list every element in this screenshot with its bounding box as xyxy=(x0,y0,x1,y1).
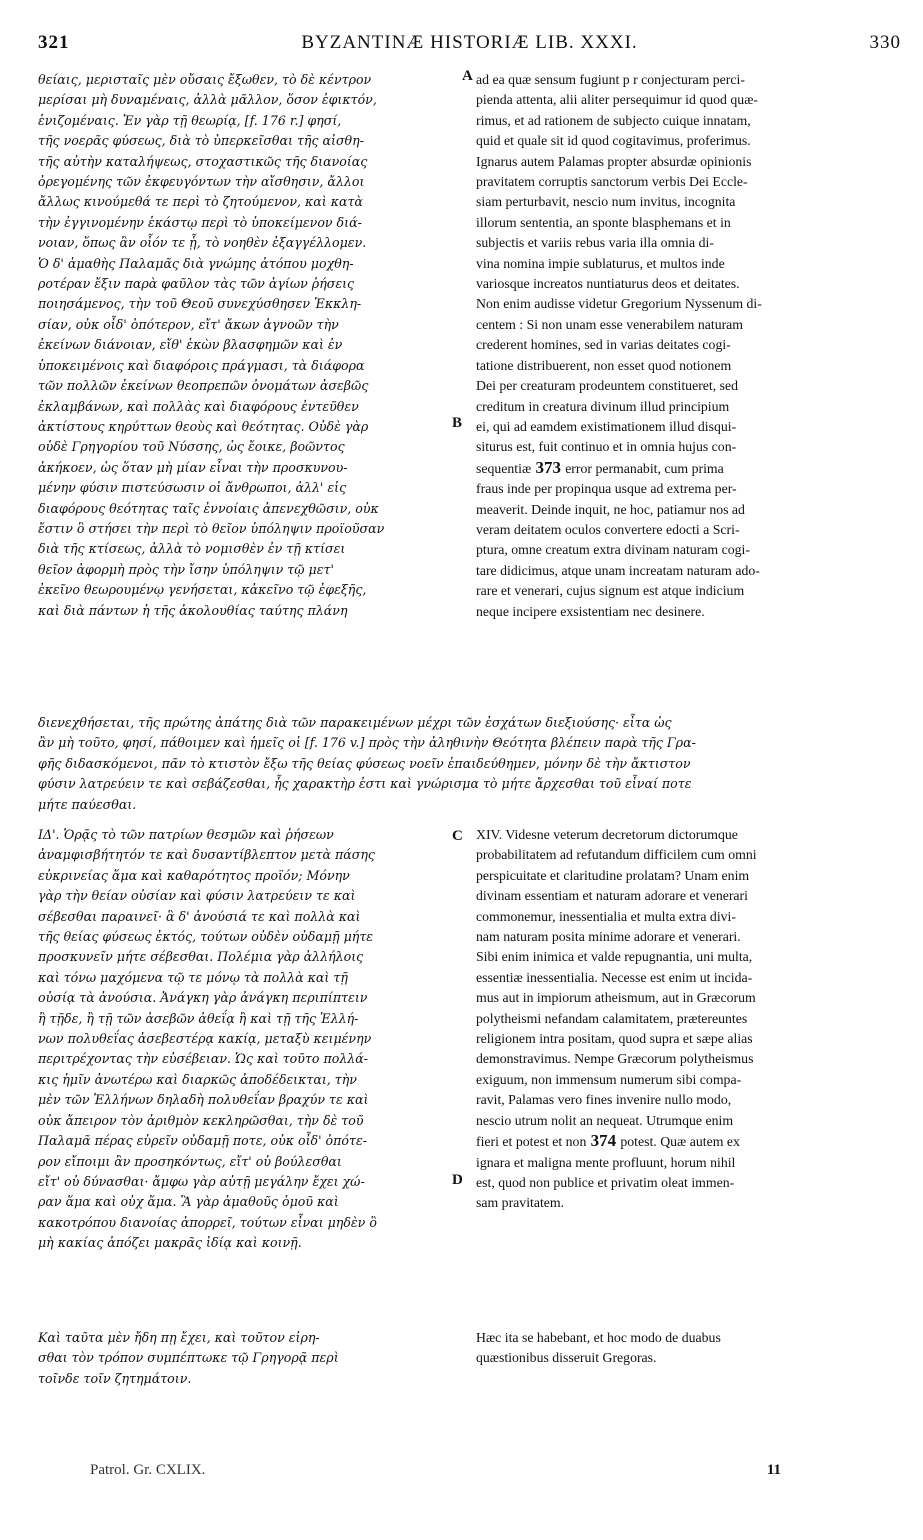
greek-column-section-14 xyxy=(38,825,456,1254)
latin-text-line: tatione distribuerent, non esset quod notionem xyxy=(476,357,732,373)
greek-full-line: φῆς διδασκόμενοι, πᾶν τὸ κτιστὸν ἔξω τῆς θείας φύσεως νοεῖν ἐπαιδεύθημεν, μόνην δὲ τὴν ἄκτιστον xyxy=(38,755,691,771)
margin-marker-d: D xyxy=(452,1172,463,1188)
greek-text-line: οὐδὲ Γρηγορίου τοῦ Νύσσης, ὡς ἔοικε, βοῶντος xyxy=(38,439,345,455)
latin-text-line: vina nomina impie sublaturus, et multos inde xyxy=(476,255,725,271)
latin-text-line: rare et venerari, cujus signum est atque indicium xyxy=(476,583,745,599)
latin-text-line: essentiæ inessentialia. Necesse est enim ut incida- xyxy=(476,969,753,985)
greek-text-line: ὑποκειμένοις καὶ διαφόροις πράγμασι, τὰ διάφορα xyxy=(38,357,365,373)
greek-text-line: γὰρ τὴν θείαν οὐσίαν καὶ φύσιν λατρεύειν τε καὶ xyxy=(38,888,356,904)
latin-text-line: siam perturbavit, nescio num invitus, incognita xyxy=(476,194,736,210)
greek-full-line: φύσιν λατρεύειν τε καὶ σεβάζεσθαι, ἧς χαρακτὴρ ἐστι καὶ γνώρισμα τὸ μήτε ἄρχεσθαι τοῦ εἶναί ποτε xyxy=(38,776,692,792)
latin-text-fragment: error permanabit, cum prima xyxy=(565,460,724,476)
latin-text-line: probabilitatem ad refutandum difficilem cum omni xyxy=(476,847,757,863)
greek-text-line: τοῖνδε τοῖν ζητημάτοιν. xyxy=(38,1370,192,1386)
greek-text-line: κακοτρόπου διανοίας ἀπορρεῖ, τούτων εἶναι μηδὲν ὃ xyxy=(38,1214,377,1230)
greek-text-line: μένην φύσιν πιστεύσωσιν οἱ ἄνθρωποι, ἀλλ' εἰς xyxy=(38,480,347,496)
footer-series: Patrol. Gr. CXLIX. xyxy=(90,1462,206,1478)
greek-full-line: ἂν μὴ τοῦτο, φησί, πάθοιμεν καὶ ἡμεῖς οἱ [f. 176 v.] πρὸς τὴν ἀληθινὴν Θεότητα βλέπειν παρὰ τῆς Γρα- xyxy=(38,735,696,751)
latin-text-line: centem : Si non unam esse venerabilem naturam xyxy=(476,316,744,332)
latin-text-line: pravitatem corruptis sanctorum verbis Dei Eccle- xyxy=(476,174,748,190)
greek-column-closing xyxy=(38,1328,456,1389)
greek-full-width-text xyxy=(38,713,901,815)
greek-text-line: ἐκλαμβάνων, καὶ πολλὰς καὶ διαφόρους ἐντεῦθεν xyxy=(38,398,359,414)
greek-text-line: καὶ τόνω μαχόμενα τῷ τε μόνῳ τὰ πολλὰ καὶ τῇ xyxy=(38,969,348,985)
latin-text-line xyxy=(476,458,906,479)
greek-text-line: σθαι τὸν τρόπον συμπέπτωκε τῷ Γρηγορᾷ περὶ xyxy=(38,1350,339,1366)
latin-text-line: divinam essentiam et naturam adorare et venerari xyxy=(476,888,748,904)
latin-text-line: ad ea quæ sensum fugiunt p r conjecturam perci- xyxy=(476,72,745,87)
greek-text-line: ἐκείνων διάνοιαν, εἴθ' ἑκὼν βλασφημῶν καὶ ἐν xyxy=(38,337,343,353)
latin-text-line: sam pravitatem. xyxy=(476,1195,565,1211)
greek-text-line: ἀκτίστους κηρύττων θεοὺς καὶ θεότητας. Οὐδὲ γὰρ xyxy=(38,418,369,434)
column-number-marker: 374 xyxy=(586,1131,621,1151)
latin-text-line: demonstravimus. Nempe Græcorum polytheismus xyxy=(476,1051,754,1067)
latin-text-line: Dei per creaturam prodeuntem constitueret, sed xyxy=(476,378,739,394)
margin-marker-c: C xyxy=(452,828,463,844)
greek-text-line: τῶν πολλῶν ἐκείνων θεοπρεπῶν ὀνομάτων ἀσεβῶς xyxy=(38,378,369,394)
latin-text-line: ptura, omne creatum extra divinam naturam cogi- xyxy=(476,542,750,558)
greek-text-line: ΙΔ'. Ὁρᾷς τὸ τῶν πατρίων θεσμῶν καὶ ῥήσεων xyxy=(38,827,334,842)
greek-text-line: μὴ κακίας ἀπόζει μακρᾶς ἰδίᾳ καὶ κοινῇ. xyxy=(38,1235,302,1251)
latin-text-line: neque incipere exsistentiam nec desinere. xyxy=(476,603,705,619)
latin-text-line: crederent homines, sed in varias deitates cogi- xyxy=(476,337,731,353)
latin-text-line: veram deitatem oculos convertere edocti a Scri- xyxy=(476,521,740,537)
greek-text-line: ἄλλως κινούμεθά τε περὶ τὸ ζητούμενον, καὶ κατὰ xyxy=(38,194,363,210)
latin-text-line: ei, qui ad eamdem existimationem illud disqui- xyxy=(476,418,737,434)
latin-text-line: Sibi enim inimica et valde repugnantia, uni multa, xyxy=(476,949,753,965)
greek-full-line: μήτε παύεσθαι. xyxy=(38,796,137,812)
latin-text-line: rimus, et ad rationem de subjecto cuique innatam, xyxy=(476,112,751,128)
left-page-number: 321 xyxy=(38,32,70,53)
column-number-marker: 373 xyxy=(531,457,566,477)
greek-text-line: τῆς νοερᾶς φύσεως, διὰ τὸ ὑπερκεῖσθαι τῆς αἰσθη- xyxy=(38,133,364,149)
latin-text-line: perspicuitate et claritudine prolatam? Unam enim xyxy=(476,867,750,883)
greek-text-line: θείαις, μερισταῖς μὲν οὔσαις ἔξωθεν, τὸ δὲ κέντρον xyxy=(38,72,372,87)
latin-text-line: fraus inde per propinqua usque ad extrema per- xyxy=(476,481,737,497)
footer-sheet-number: 11 xyxy=(766,1462,781,1478)
greek-text-line: Παλαμᾶ πέρας εὑρεῖν οὐδαμῇ ποτε, οὐκ οἶδ' ὁπότε- xyxy=(38,1133,367,1149)
latin-column-top xyxy=(476,70,906,622)
greek-text-line: ροτέραν ἔξιν παρὰ φαῦλον τὰς τῶν ἁγίων ῥήσεις xyxy=(38,276,355,292)
greek-text-line: κις ἡμῖν ἀνωτέρω καὶ διαρκῶς ἀποδέδεικται, τὴν xyxy=(38,1071,357,1087)
greek-text-line: ἀναμφισβήτητόν τε καὶ δυσαντίβλεπτον μετὰ πάσης xyxy=(38,847,375,863)
greek-text-line: οὐκ ἄπειρον τὸν ἀριθμὸν κεκληρῶσθαι, τὴν δὲ τοῦ xyxy=(38,1112,364,1128)
latin-text-line: quid et quale sit id quod cogitavimus, proferimus. xyxy=(476,133,751,149)
greek-full-line: διενεχθήσεται, τῆς πρώτης ἀπάτης διὰ τῶν παρακειμένων μέχρι τῶν ἐσχάτων διεξιούσης· εἶτα ὡς xyxy=(38,715,672,730)
greek-text-line: ἑνιζομέναις. Ἐν γὰρ τῇ θεωρίᾳ, [f. 176 r.] φησί, xyxy=(38,112,342,128)
greek-text-line: διαφόρους θεότητας ταῖς ἐννοίαις ἀπενεχθῶσιν, οὐκ xyxy=(38,500,379,516)
greek-text-line: ραν ἅμα καὶ οὐχ ἅμα. Ἃ γὰρ ἀμαθοῦς ὁμοῦ καὶ xyxy=(38,1194,339,1210)
latin-text-line: ravit, Palamas vero fines invenire nullo modo, xyxy=(476,1092,732,1108)
latin-text-line: est, quod non publice et privatim oleat immen- xyxy=(476,1174,735,1190)
latin-text-line xyxy=(476,1131,906,1152)
latin-text-fragment: sequentiæ xyxy=(476,460,532,476)
latin-column-section-14 xyxy=(476,825,906,1214)
latin-text-line: Non enim audisse videtur Gregorium Nyssenum di- xyxy=(476,296,762,312)
greek-text-line: τὴν ἐγγινομένην ἑκάστῳ περὶ τὸ ὑποκείμενον διά- xyxy=(38,214,362,230)
greek-text-line: νων πολυθεΐας ἀσεβεστέρᾳ κακίᾳ, μεταξὺ κειμένην xyxy=(38,1031,372,1047)
greek-text-line: ἀκήκοεν, ὡς ὅταν μὴ μίαν εἶναι τὴν προσκυνου- xyxy=(38,459,348,475)
running-title: BYZANTINÆ HISTORIÆ LIB. XXXI. xyxy=(301,32,638,53)
greek-text-line: περιτρέχοντας τὴν εὐσέβειαν. Ὡς καὶ τοῦτο πολλά- xyxy=(38,1051,369,1067)
greek-text-line: καὶ διὰ πάντων ἡ τῆς ἀκολουθίας ταύτης πλάνη xyxy=(38,602,348,618)
greek-text-line: μὲν τῶν Ἑλλήνων δηλαδὴ πολυθεΐαν βραχύν τε καὶ xyxy=(38,1092,369,1108)
page-footer xyxy=(90,1462,901,1484)
greek-text-line: ρον εἴποιμι ἂν προσηκόντως, εἴτ' οὐ βούλεσθαι xyxy=(38,1153,342,1169)
greek-text-line: θεῖον ἀφορμὴ πρὸς τὴν ἴσην ὑπόληψιν τῷ μετ' xyxy=(38,561,334,577)
latin-text-line: nam naturam posita minime adorare et venerari. xyxy=(476,929,741,945)
greek-text-line: προσκυνεῖν μήτε σέβεσθαι. Πολέμια γὰρ ἀλλήλοις xyxy=(38,949,364,965)
latin-text-line: Hæc ita se habebant, et hoc modo de duabus xyxy=(476,1330,721,1345)
greek-text-line: ἔστιν ὃ στήσει τὴν περὶ τὸ θεῖον ὑπόληψιν προϊοῦσαν xyxy=(38,520,385,536)
greek-text-line: Καὶ ταῦτα μὲν ἤδη πῃ ἔχει, καὶ τοῦτον εἰρη- xyxy=(38,1330,320,1345)
greek-text-line: νοιαν, ὅπως ἂν οἷόν τε ᾖ, τὸ νοηθὲν ἐξαγγέλλομεν. xyxy=(38,235,367,251)
latin-column-closing xyxy=(476,1328,906,1369)
latin-text-line: pienda attenta, alii aliter persequimur id quod quæ- xyxy=(476,92,758,108)
latin-text-line: ignara et maligna mente profluunt, horum nihil xyxy=(476,1154,736,1170)
latin-text-line: religionem intra positam, quod supra et sæpe alias xyxy=(476,1031,753,1047)
latin-text-line: XIV. Videsne veterum decretorum dictorumque xyxy=(476,827,738,842)
latin-text-line: Ignarus autem Palamas propter absurdæ opinionis xyxy=(476,153,752,169)
latin-text-line: variosque increatos nuntiaturus deos et deitates. xyxy=(476,276,740,292)
latin-text-line: subjectis et variis rebus varia illa omnia di- xyxy=(476,235,714,251)
latin-text-line: exiguum, non immensum numerum sibi compa- xyxy=(476,1071,742,1087)
margin-marker-a: A xyxy=(462,68,473,84)
latin-text-line: commonemur, inessentialia et multa extra divi- xyxy=(476,908,736,924)
latin-text-line: illorum sententia, an sponte blasphemans et in xyxy=(476,214,731,230)
greek-text-line: ποιησάμενος, τὴν τοῦ Θεοῦ συνεχύσθησεν Ἐκκλη- xyxy=(38,296,362,312)
right-page-number: 330 xyxy=(869,32,901,53)
greek-text-line: ἢ τῇδε, ἢ τῇ τῶν ἀσεβῶν ἀθεΐᾳ ἢ καὶ τῇ τῆς Ἑλλή- xyxy=(38,1010,359,1026)
greek-text-line: οὐσίᾳ τὰ ἀνούσια. Ἀνάγκη γὰρ ἀνάγκη περιπίπτειν xyxy=(38,990,368,1006)
greek-text-line: σίαν, οὐκ οἶδ' ὁπότερον, εἴτ' ἄκων ἀγνοῶν τὴν xyxy=(38,316,339,332)
latin-text-fragment: fieri et potest et non xyxy=(476,1134,587,1150)
greek-text-line: τῆς αὐτὴν καταλήψεως, στοχαστικῶς τῆς διανοίας xyxy=(38,153,368,169)
latin-text-line: tare didicimus, atque unam increatam naturam ado- xyxy=(476,562,760,578)
greek-text-line: διὰ τῆς κτίσεως, ἀλλὰ τὸ νομισθὲν ἐν τῇ κτίσει xyxy=(38,541,346,557)
margin-marker-b: B xyxy=(452,415,463,431)
greek-text-line: Ὁ δ' ἀμαθὴς Παλαμᾶς διὰ γνώμης ἀτόπου μοχθη- xyxy=(38,255,354,271)
greek-text-line: ὀρεγομένης τῶν ἐκφευγόντων τὴν αἴσθησιν, ἄλλοι xyxy=(38,174,365,190)
latin-text-line: quæstionibus disseruit Gregoras. xyxy=(476,1350,657,1366)
greek-text-line: μερίσαι μὴ δυναμέναις, ἀλλὰ μᾶλλον, ὅσον ἐφικτόν, xyxy=(38,92,377,108)
greek-text-line: εἴτ' οὐ δύνασθαι· ἄμφω γὰρ αὐτῇ μεγάλην ἔχει χώ- xyxy=(38,1173,365,1189)
latin-text-line: nescio utrum nolit an nequeat. Utrumque enim xyxy=(476,1112,734,1128)
greek-text-line: ἐκεῖνο θεωρουμένῳ γενήσεται, κἀκεῖνο τῷ ἐφεξῆς, xyxy=(38,582,367,598)
latin-text-line: mus aut in impiorum atheismum, aut in Græcorum xyxy=(476,990,756,1006)
latin-text-line: creditum in creatura divinum illud principium xyxy=(476,398,730,414)
greek-text-line: τῆς θείας φύσεως ἐκτός, τούτων οὐδὲν οὐδαμῇ μήτε xyxy=(38,929,374,945)
page-header xyxy=(38,32,901,56)
latin-text-line: polytheismi nefandam calamitatem, prætereuntes xyxy=(476,1010,748,1026)
latin-text-fragment: potest. Quæ autem ex xyxy=(620,1134,740,1150)
greek-column-top xyxy=(38,70,456,621)
latin-text-line: siturus est, fuit continuo et in omnia hujus con- xyxy=(476,439,737,455)
greek-text-line: σέβεσθαι παραινεῖ· ἃ δ' ἀνούσιά τε καὶ πολλὰ καὶ xyxy=(38,908,361,924)
greek-text-line: εὐκρινείας ἅμα καὶ καθαρότητος προϊόν; Μόνην xyxy=(38,867,350,883)
latin-text-line: meaverit. Deinde inquit, ne hoc, patiamur nos ad xyxy=(476,501,745,517)
